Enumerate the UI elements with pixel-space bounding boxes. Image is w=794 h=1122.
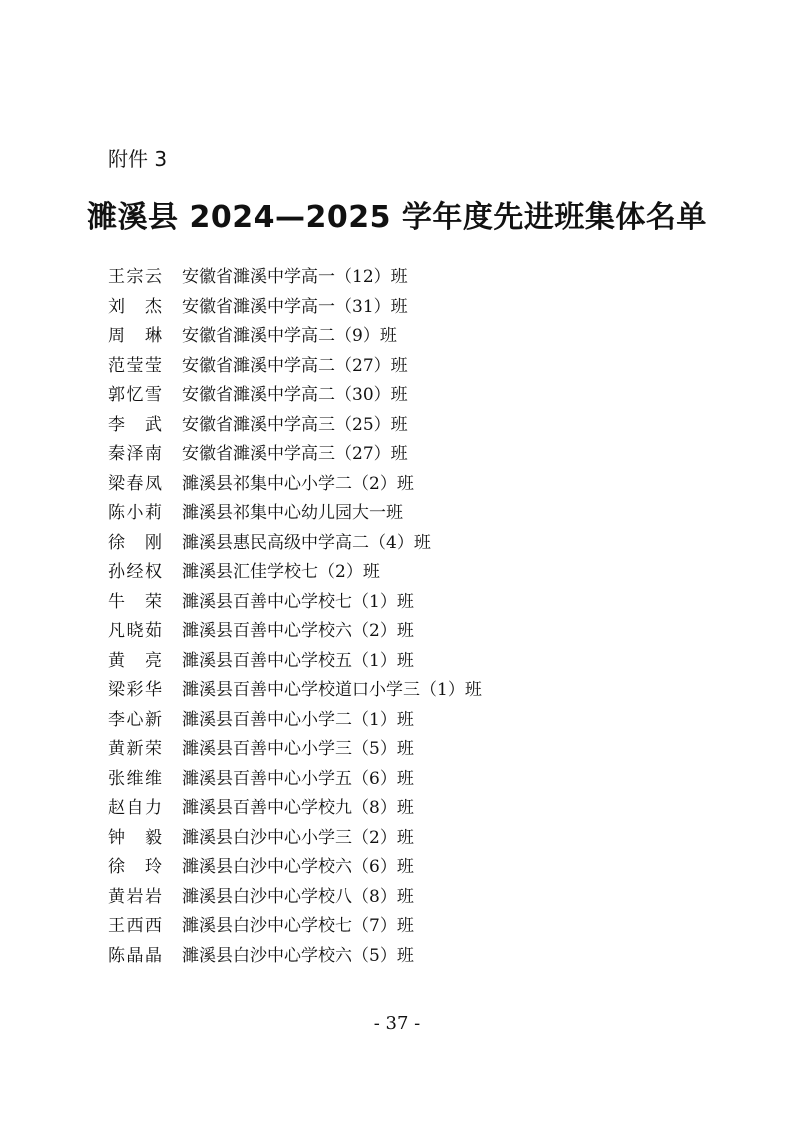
person-name: 张维维: [108, 768, 162, 789]
roster-row: [108, 440, 708, 470]
roster-row: [108, 411, 708, 441]
person-name: 黄新荣: [108, 739, 162, 759]
document-title: 濉溪县 2024—2025 学年度先进班集体名单: [87, 200, 707, 235]
class-unit: 濉溪县百善中心学校道口小学三（1）班: [182, 680, 482, 700]
roster-row: [108, 912, 708, 942]
person-name: 王西西: [108, 916, 162, 936]
person-name: 牛 荣: [108, 591, 162, 612]
person-name: 周 琳: [108, 326, 162, 346]
roster-row: [108, 558, 708, 588]
roster-row: [108, 765, 708, 795]
roster-row: [108, 322, 708, 352]
class-unit: 安徽省濉溪中学高二（9）班: [182, 326, 397, 346]
class-unit: 濉溪县白沙中心学校七（7）班: [182, 916, 414, 936]
class-unit: 安徽省濉溪中学高一（31）班: [182, 296, 408, 317]
roster-row: [108, 794, 708, 824]
roster-row: [108, 942, 708, 972]
class-unit: 濉溪县惠民高级中学高二（4）班: [182, 532, 431, 553]
roster-row: [108, 470, 708, 500]
class-unit: 濉溪县白沙中心学校八（8）班: [182, 886, 414, 907]
roster-row: [108, 263, 708, 293]
person-name: 李心新: [108, 709, 162, 730]
person-name: 徐 玲: [108, 857, 162, 877]
roster-row: [108, 883, 708, 913]
person-name: 孙经权: [108, 562, 162, 582]
class-unit: 濉溪县百善中心小学二（1）班: [182, 709, 414, 730]
person-name: 凡晓茹: [108, 621, 162, 641]
person-name: 范莹莹: [108, 355, 162, 376]
class-unit: 濉溪县白沙中心学校六（5）班: [182, 945, 414, 966]
roster-row: [108, 647, 708, 677]
roster-row: [108, 499, 708, 529]
roster-row: [108, 735, 708, 765]
person-name: 黄 亮: [108, 650, 162, 671]
class-unit: 安徽省濉溪中学高三（27）班: [182, 444, 408, 464]
class-unit: 濉溪县百善中心小学五（6）班: [182, 768, 414, 789]
class-unit: 安徽省濉溪中学高一（12）班: [182, 267, 408, 287]
roster-row: [108, 293, 708, 323]
class-unit: 濉溪县祁集中心小学二（2）班: [182, 473, 414, 494]
person-name: 陈晶晶: [108, 945, 162, 966]
person-name: 钟 毅: [108, 827, 162, 848]
person-name: 陈小莉: [108, 503, 162, 523]
roster-row: [108, 706, 708, 736]
page-number: - 37 -: [373, 1013, 421, 1034]
class-unit: 濉溪县百善中心学校六（2）班: [182, 621, 414, 641]
roster-row: [108, 381, 708, 411]
person-name: 秦泽南: [108, 444, 162, 464]
roster-row: [108, 824, 708, 854]
class-unit: 濉溪县百善中心学校九（8）班: [182, 798, 414, 818]
person-name: 赵自力: [108, 798, 162, 818]
class-unit: 濉溪县祁集中心幼儿园大一班: [182, 503, 403, 523]
roster-row: [108, 853, 708, 883]
roster-row: [108, 588, 708, 618]
person-name: 刘 杰: [108, 296, 162, 317]
person-name: 李 武: [108, 414, 162, 435]
attachment-label: 附件 3: [108, 147, 168, 171]
class-unit: 濉溪县百善中心学校五（1）班: [182, 650, 414, 671]
roster-row: [108, 676, 708, 706]
person-name: 郭忆雪: [108, 385, 162, 405]
class-unit: 安徽省濉溪中学高三（25）班: [182, 414, 408, 435]
class-unit: 濉溪县百善中心小学三（5）班: [182, 739, 414, 759]
person-name: 徐 刚: [108, 532, 162, 553]
roster-row: [108, 617, 708, 647]
class-unit: 濉溪县白沙中心学校六（6）班: [182, 857, 414, 877]
person-name: 王宗云: [108, 267, 162, 287]
roster-row: [108, 352, 708, 382]
person-name: 梁春凤: [108, 473, 162, 494]
class-unit: 濉溪县百善中心学校七（1）班: [182, 591, 414, 612]
class-unit: 濉溪县白沙中心小学三（2）班: [182, 827, 414, 848]
class-unit: 濉溪县汇佳学校七（2）班: [182, 562, 380, 582]
class-unit: 安徽省濉溪中学高二（30）班: [182, 385, 408, 405]
person-name: 梁彩华: [108, 680, 162, 700]
class-unit: 安徽省濉溪中学高二（27）班: [182, 355, 408, 376]
person-name: 黄岩岩: [108, 886, 162, 907]
roster-row: [108, 529, 708, 559]
roster-list: [108, 263, 708, 971]
